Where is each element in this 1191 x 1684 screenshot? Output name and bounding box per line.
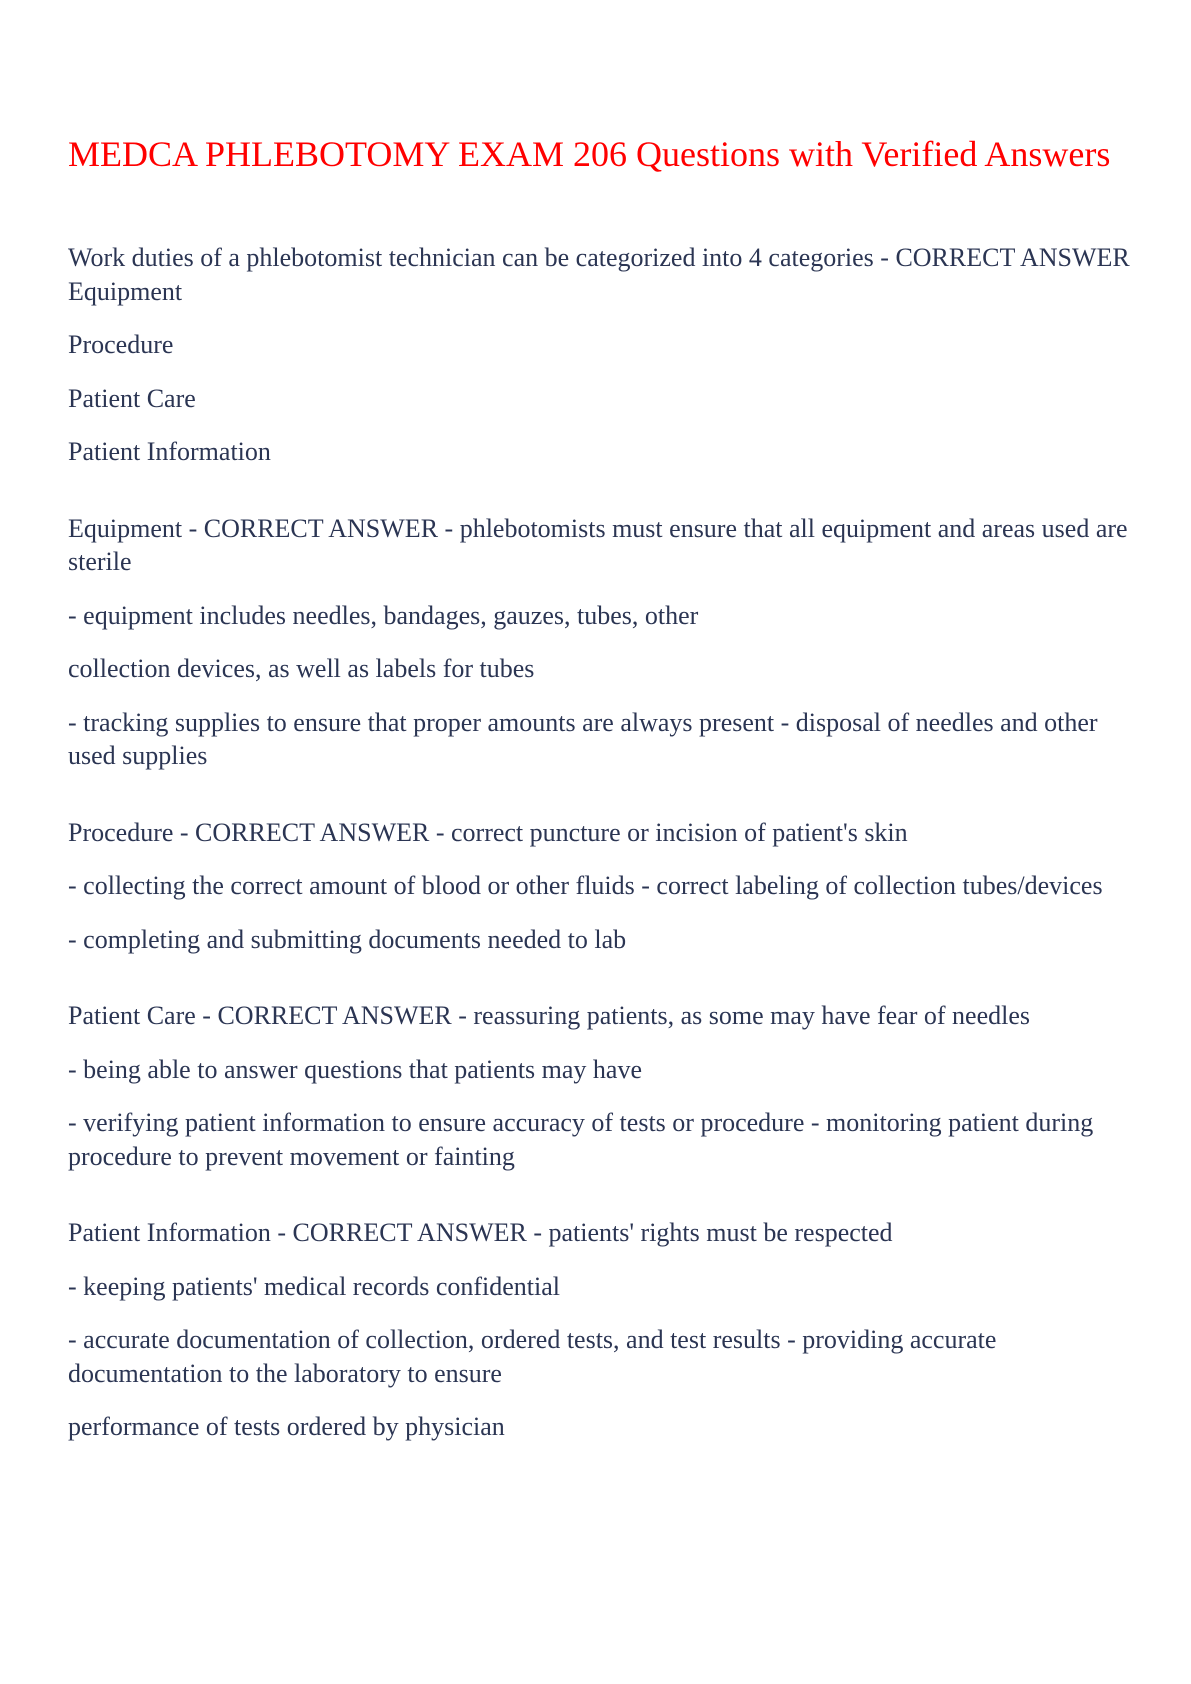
section-patient-information	[68, 1216, 1138, 1444]
paragraph: - completing and submitting documents needed to lab	[68, 924, 627, 954]
paragraph: - being able to answer questions that patients may have	[68, 1054, 643, 1084]
paragraph: Patient Care	[68, 383, 196, 413]
paragraph: Procedure	[68, 330, 174, 359]
document-title: MEDCA PHLEBOTOMY EXAM 206 Questions with Verified Answers	[68, 134, 1111, 174]
document-body	[68, 241, 1138, 1487]
section-procedure	[68, 816, 1138, 957]
paragraph: Patient Information - CORRECT ANSWER - patients' rights must be respected	[68, 1218, 893, 1247]
paragraph: performance of tests ordered by physician	[68, 1412, 505, 1441]
section-work-duties	[68, 241, 1138, 469]
paragraph: - accurate documentation of collection, ordered tests, and test results - providing accurate documentation to the laboratory to ensure	[68, 1325, 997, 1388]
paragraph: - tracking supplies to ensure that proper amounts are always present - disposal of needles and other used supplies	[68, 707, 1098, 770]
paragraph: Patient Care - CORRECT ANSWER - reassuring patients, as some may have fear of needles	[68, 1001, 1031, 1030]
paragraph: - verifying patient information to ensure accuracy of tests or procedure - monitoring patient during procedure to prevent movement or fainting	[68, 1108, 1094, 1171]
paragraph: - collecting the correct amount of blood or other fluids - correct labeling of collection tubes/devices	[68, 871, 1103, 900]
paragraph: - keeping patients' medical records confidential	[68, 1271, 560, 1301]
section-equipment	[68, 512, 1138, 773]
paragraph: collection devices, as well as labels for tubes	[68, 654, 535, 683]
paragraph: Patient Information	[68, 437, 271, 466]
paragraph: Work duties of a phlebotomist technician can be categorized into 4 categories - CORRECT ANSWER Equipment	[68, 243, 1130, 306]
paragraph: Procedure - CORRECT ANSWER - correct puncture or incision of patient's skin	[68, 817, 908, 847]
paragraph: Equipment - CORRECT ANSWER - phlebotomists must ensure that all equipment and areas used are sterile	[68, 513, 1128, 576]
paragraph: - equipment includes needles, bandages, gauzes, tubes, other	[68, 600, 699, 630]
section-patient-care	[68, 999, 1138, 1173]
